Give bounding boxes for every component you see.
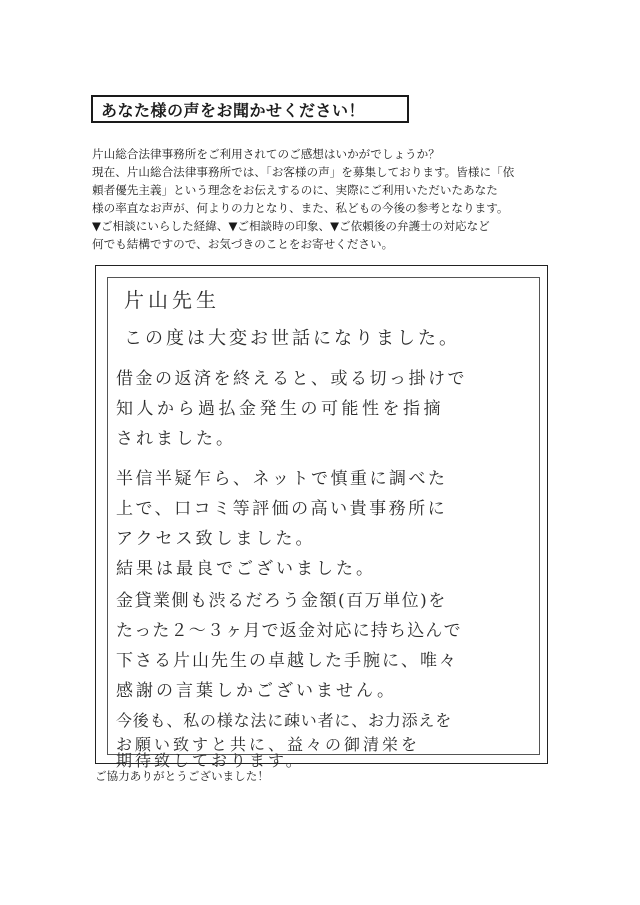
letter-line: たった２～３ヶ月で返金対応に持ち込んで [116, 621, 462, 641]
letter-line: 感謝の言葉しかございません。 [116, 681, 398, 701]
intro-line: ▼ご相談にいらした経緯、▼ご相談時の印象、▼ご依頼後の弁護士の対応など [92, 219, 490, 233]
page-title-text: あなた様の声をお聞かせください！ [101, 100, 366, 120]
intro-line: 頼者優先主義」という理念をお伝えするのに、実際にご利用いただいたあなた [92, 183, 498, 197]
letter-line: 今後も、私の様な法に疎い者に、お力添えを [116, 711, 453, 730]
intro-line: 様の率直なお声が、何よりの力となり、また、私どもの今後の参考となります。 [92, 201, 509, 215]
letter-salutation: 片山先生 [124, 288, 220, 312]
letter-line: アクセス致しました。 [116, 529, 316, 549]
intro-line: 何でも結構ですので、お気づきのことをお寄せください。 [92, 237, 394, 251]
letter-line: 知人から過払金発生の可能性を指摘 [116, 399, 444, 419]
letter-line: 結果は最良でございました。 [116, 559, 376, 579]
closing-text: ご協力ありがとうございました！ [95, 769, 269, 783]
handwritten-letter-box [95, 265, 548, 770]
letter-line: 半信半疑乍ら、ネットで慎重に調べた [116, 469, 448, 489]
letter-line: お願い致すと共に、益々の御清栄を [116, 735, 421, 754]
letter-line: 上で、口コミ等評価の高い貴事務所に [116, 499, 448, 519]
letter-line: 下さる片山先生の卓越した手腕に、唯々 [116, 651, 458, 671]
letter-line: この度は大変お世話になりました。 [124, 328, 460, 349]
page-title [91, 95, 409, 123]
intro-line: 現在、片山総合法律事務所では、「お客様の声」を募集しております。皆様に「依 [92, 165, 515, 179]
letter-line: 期待致しております。 [116, 751, 305, 770]
intro-line: 片山総合法律事務所をご利用されてのご感想はいかがでしょうか？ [92, 147, 440, 161]
letter-line: 金貸業側も渋るだろう金額(百万単位)を [116, 591, 447, 611]
letter-line: 借金の返済を終えると、或る切っ掛けで [116, 369, 467, 389]
letter-line: されました。 [116, 429, 236, 449]
intro-text [92, 145, 562, 253]
